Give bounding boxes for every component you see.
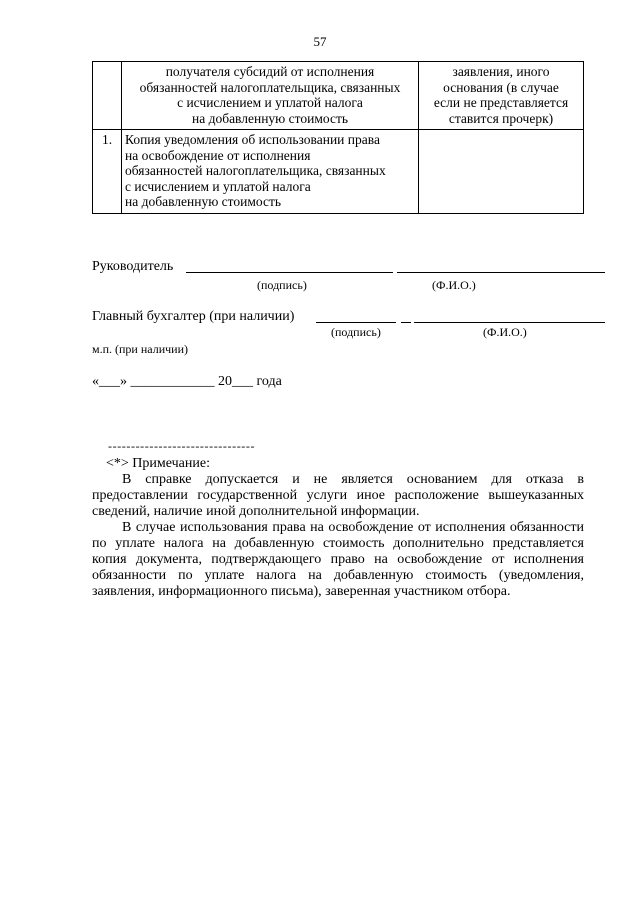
notes-section (92, 456, 584, 600)
table-row (93, 62, 584, 130)
date-line: «___» ____________ 20___ года (92, 374, 282, 389)
director-fio-line (397, 272, 605, 273)
cell-line: заявления, иного (452, 64, 550, 79)
accountant-fio-line (414, 322, 605, 323)
cell-line: на добавленную стоимость (191, 110, 349, 126)
notes-paragraph: В справке допускается и не является основанием для отказа в предоставлении государственной услуги иное расположение вышеуказанных сведений, наличие иной дополнительной информации. (92, 472, 584, 519)
stamp-label: м.п. (при наличии) (92, 342, 188, 356)
cell-line: обязанностей налогоплательщика, связанных (139, 79, 401, 95)
cell-line: с исчислением и уплатой налога (177, 95, 363, 110)
fio-caption: (Ф.И.О.) (432, 278, 476, 292)
cell-line: получателя субсидий от исполнения (165, 64, 375, 79)
page-number: 57 (313, 34, 327, 49)
signature-caption: (подпись) (257, 278, 307, 292)
document-description-cell (122, 130, 419, 214)
row-number-cell: 1. (93, 130, 122, 214)
accountant-dash (401, 322, 411, 323)
cell-line: Копия уведомления об использовании права (125, 132, 380, 147)
notes-paragraph: В случае использования права на освобождение от исполнения обязанности по уплате налога на добавленную стоимость дополнительно представляется копия документа, подтверждающего право на освобождение от исполнения обязанности по уплате налога на добавленную стоимость (уведомления, заявления, информационного письма), заверенная участником отбора. (92, 520, 584, 599)
cell-line: с исчислением и уплатой налога (125, 178, 311, 194)
notes-heading: <*> Примечание: (106, 456, 210, 471)
director-label: Руководитель (92, 259, 174, 274)
document-description-cell (122, 62, 419, 130)
table-row (93, 130, 584, 214)
cell-line: на освобождение от исполнения (125, 147, 311, 163)
basis-cell (419, 130, 584, 214)
documents-table (92, 61, 584, 214)
cell-line: обязанностей налогоплательщика, связанных (125, 163, 386, 178)
cell-line: ставится прочерк) (448, 110, 554, 126)
cell-line: на добавленную стоимость (125, 194, 282, 209)
cell-line: если не представляется (433, 95, 569, 110)
row-number-cell (93, 62, 122, 130)
fio-caption: (Ф.И.О.) (483, 325, 527, 339)
accountant-signature-line (316, 322, 396, 323)
footnote-separator: -------------------------------- (108, 439, 256, 453)
director-signature-line (186, 272, 393, 273)
cell-line: основания (в случае (443, 79, 559, 95)
accountant-label: Главный бухгалтер (при наличии) (92, 309, 295, 324)
signature-caption: (подпись) (331, 325, 381, 339)
basis-cell (419, 62, 584, 130)
